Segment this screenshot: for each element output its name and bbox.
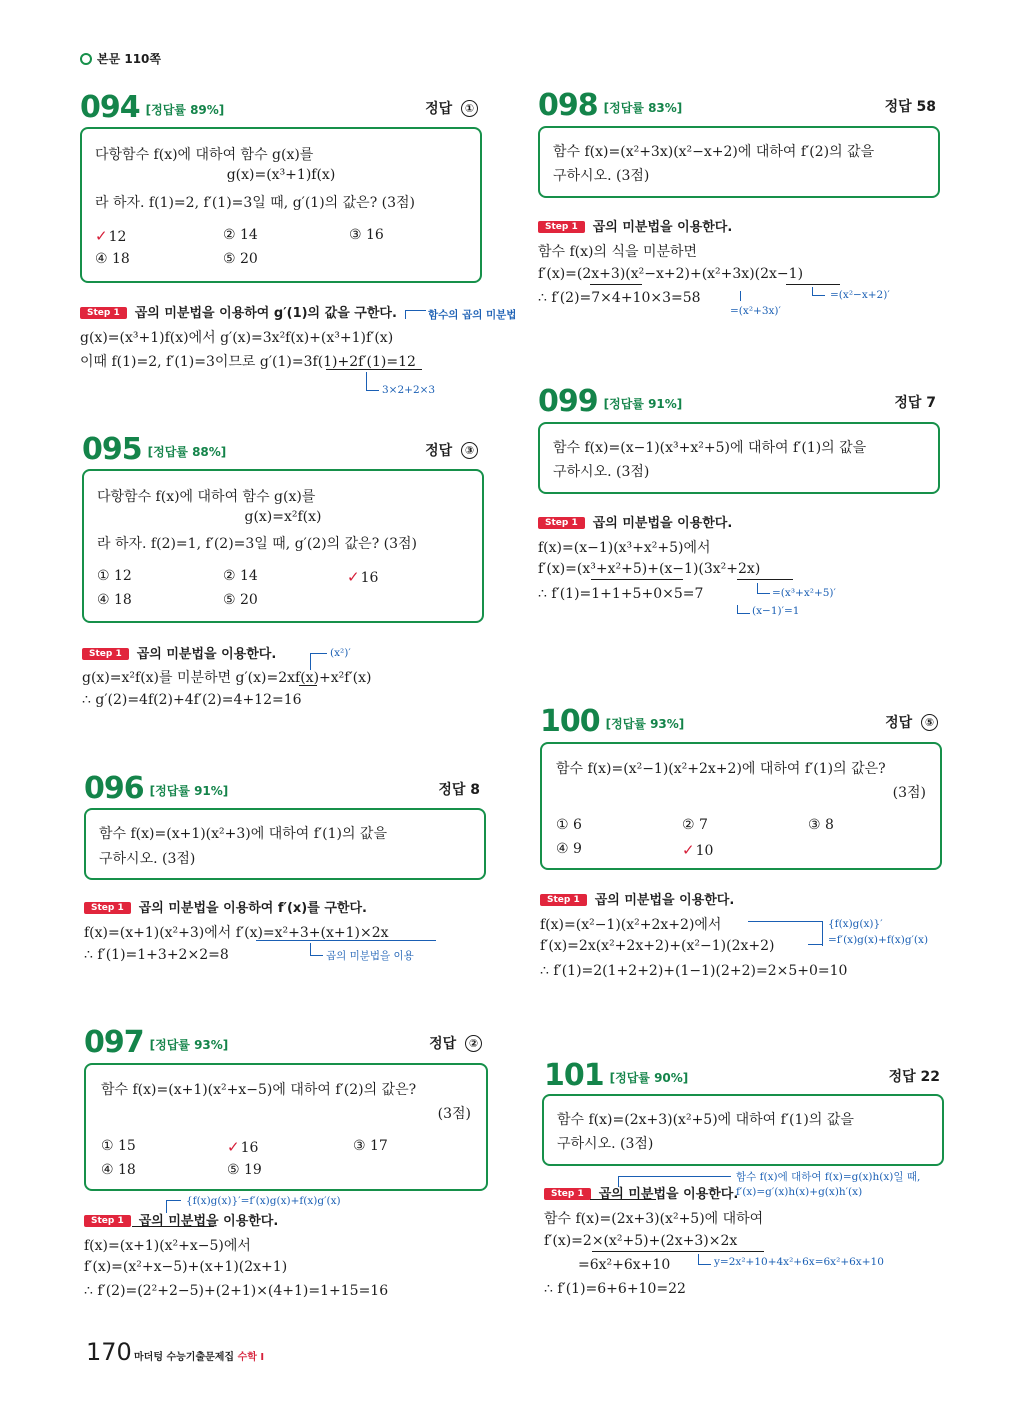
option-2-selected[interactable]: ✓16 (227, 1138, 259, 1156)
answer-value: 22 (920, 1069, 940, 1085)
annotation-note: =(x³+x²+5)′ (772, 587, 836, 599)
annotation-note: {f(x)g(x)}′ (828, 918, 883, 930)
problem-094-header (80, 90, 478, 126)
solution-line: g(x)=(x³+1)f(x)에서 g′(x)=3x²f(x)+(x³+1)f′(x) (80, 330, 394, 346)
problem-094-box (80, 127, 482, 283)
check-mark-icon: ✓ (95, 227, 108, 245)
accuracy-rate: [정답률 83%] (603, 101, 683, 115)
answer: 정답 22 (888, 1069, 940, 1085)
underline (592, 1251, 764, 1252)
underline (591, 579, 683, 580)
question-line: 구하시오. (3점) (553, 168, 650, 184)
solution-step: Step 1 곱의 미분법을 이용하여 g′(1)의 값을 구한다. (80, 302, 397, 321)
annotation-arrow (698, 1254, 711, 1265)
answer: 정답 ① (425, 98, 478, 118)
solution-line: ∴ f′(2)=7×4+10×3=58 (538, 290, 701, 306)
underline (737, 579, 793, 580)
annotation-note: (x−1)′=1 (752, 605, 800, 617)
problem-101-header (544, 1058, 940, 1094)
question-formula: g(x)=(x³+1)f(x) (226, 167, 336, 183)
solution-step: Step 1 곱의 미분법을 이용한다. (538, 216, 732, 235)
question-line: 구하시오. (3점) (553, 464, 650, 480)
problem-number: 098 (538, 88, 598, 123)
question-points: (3점) (892, 785, 926, 801)
problem-097-box (84, 1063, 488, 1191)
option-4[interactable]: ④ 18 (95, 251, 130, 267)
solution-step: Step 1 곱의 미분법을 이용한다. (544, 1183, 738, 1202)
option-5[interactable]: ⑤ 20 (223, 251, 258, 267)
problem-099-box (538, 422, 940, 494)
problem-097-header (84, 1025, 482, 1061)
option-5[interactable]: ⑤ 20 (223, 592, 258, 608)
question-line: 함수 f(x)=(x+1)(x²+3)에 대하여 f′(1)의 값을 (99, 826, 387, 842)
problem-096-header (84, 771, 480, 807)
solution-line: f′(x)=(x³+x²+5)+(x−1)(3x²+2x) (538, 561, 761, 577)
answer: 정답 ⑤ (885, 712, 938, 732)
question-line: 다항함수 f(x)에 대하여 함수 g(x)를 (97, 489, 316, 505)
solution-line: 이때 f(1)=2, f′(1)=3이므로 g′(1)=3f(1)+2f′(1)=12 (80, 354, 416, 370)
solution-line: 함수 f(x)=(2x+3)(x²+5)에 대하여 (544, 1211, 764, 1227)
option-1[interactable]: ① 12 (97, 568, 132, 584)
check-mark-icon: ✓ (682, 841, 695, 859)
solution-line: ∴ f′(1)=6+6+10=22 (544, 1281, 686, 1297)
annotation-note: =f′(x)g(x)+f(x)g′(x) (828, 934, 929, 946)
check-mark-icon: ✓ (227, 1138, 240, 1156)
problem-number: 096 (84, 771, 144, 806)
solution-line: f′(x)=2×(x²+5)+(2x+3)×2x (544, 1233, 738, 1249)
option-5[interactable]: ⑤ 19 (227, 1162, 262, 1178)
answer: 정답 8 (438, 782, 480, 798)
question-line: 구하시오. (3점) (557, 1136, 654, 1152)
solution-line: f′(x)=2x(x²+2x+2)+(x²−1)(2x+2) (540, 938, 775, 954)
answer-value: ⑤ (921, 714, 938, 731)
accuracy-rate: [정답률 91%] (149, 784, 229, 798)
option-4[interactable]: ④ 9 (556, 841, 582, 857)
question-line: 함수 f(x)=(x+1)(x²+x−5)에 대하여 f′(2)의 값은? (101, 1082, 417, 1098)
underline (590, 284, 642, 285)
problem-number: 099 (538, 384, 598, 419)
answer-value: 58 (916, 99, 936, 115)
solution-step: Step 1 곱의 미분법을 이용한다. (538, 512, 732, 531)
page-reference-text: 본문 110쪽 (97, 52, 162, 66)
answer: 정답 ② (429, 1033, 482, 1053)
option-3[interactable]: ③ 17 (353, 1138, 388, 1154)
annotation-note: (x²)′ (330, 647, 351, 659)
option-3[interactable]: ③ 16 (349, 227, 384, 243)
option-2[interactable]: ② 14 (223, 568, 258, 584)
problem-number: 100 (540, 704, 600, 739)
annotation-note: f′(x)=g′(x)h(x)+g(x)h′(x) (736, 1186, 863, 1198)
annotation-note: y=2x²+10+4x²+6x=6x²+6x+10 (714, 1256, 884, 1268)
problem-098-box (538, 126, 940, 198)
option-4[interactable]: ④ 18 (97, 592, 132, 608)
solution-step: Step 1 곱의 미분법을 이용한다. (540, 889, 734, 908)
annotation-arrow (808, 944, 822, 945)
annotation-arrow (366, 372, 379, 391)
question-line: 함수 f(x)=(x−1)(x³+x²+5)에 대하여 f′(1)의 값을 (553, 440, 867, 456)
solution-step: Step 1 곱의 미분법을 이용하여 f′(x)를 구한다. (84, 897, 367, 916)
problem-number: 101 (544, 1058, 604, 1093)
solution-line: f(x)=(x+1)(x²+3)에서 f′(x)=x²+3+(x+1)×2x (84, 925, 389, 941)
solution-line: f′(x)=(2x+3)(x²−x+2)+(x²+3x)(2x−1) (538, 266, 804, 282)
option-2[interactable]: ② 14 (223, 227, 258, 243)
underline (786, 284, 840, 285)
option-4[interactable]: ④ 18 (101, 1162, 136, 1178)
option-1-selected[interactable]: ✓12 (95, 227, 127, 245)
page-number: 170 (86, 1338, 132, 1366)
accuracy-rate: [정답률 89%] (145, 103, 225, 117)
problem-100-box (540, 742, 942, 870)
problem-096-box (84, 808, 486, 880)
solution-line: f(x)=(x−1)(x³+x²+5)에서 (538, 540, 711, 556)
annotation-note: {f(x)g(x)}′=f′(x)g(x)+f(x)g′(x) (186, 1195, 341, 1207)
answer-value: ① (461, 100, 478, 117)
option-5-selected[interactable]: ✓10 (682, 841, 714, 859)
problem-095-header (82, 432, 478, 468)
answer-value: ② (465, 1035, 482, 1052)
annotation-arrow (310, 943, 323, 956)
check-mark-icon: ✓ (347, 568, 360, 586)
option-2[interactable]: ② 7 (682, 817, 708, 833)
question-line: 함수 f(x)=(x²−1)(x²+2x+2)에 대하여 f′(1)의 값은? (556, 761, 886, 777)
problem-number: 095 (82, 432, 142, 467)
solution-line: f(x)=(x²−1)(x²+2x+2)에서 (540, 917, 722, 933)
problem-099-header (538, 384, 936, 420)
accuracy-rate: [정답률 88%] (147, 445, 227, 459)
problem-101-box (542, 1094, 944, 1166)
annotation-note: =(x²−x+2)′ (830, 289, 890, 301)
underline (590, 1199, 656, 1200)
answer: 정답 7 (894, 395, 936, 411)
answer: 정답 ③ (425, 440, 478, 460)
question-line: 함수 f(x)=(x²+3x)(x²−x+2)에 대하여 f′(2)의 값을 (553, 144, 875, 160)
answer-value: 8 (470, 782, 480, 798)
accuracy-rate: [정답률 93%] (149, 1038, 229, 1052)
option-1[interactable]: ① 15 (101, 1138, 136, 1154)
question-formula: g(x)=x²f(x) (244, 509, 322, 525)
solution-line: ∴ f′(1)=1+3+2×2=8 (84, 947, 229, 963)
solution-line: 함수 f(x)의 식을 미분하면 (538, 244, 698, 260)
annotation-note: 곱의 미분법을 이용 (326, 950, 414, 962)
solution-line: ∴ f′(1)=2(1+2+2)+(1−1)(2+2)=2×5+0=10 (540, 963, 848, 979)
solution-line: ∴ g′(2)=4f(2)+4f′(2)=4+12=16 (82, 692, 302, 708)
question-line: 라 하자. f(1)=2, f′(1)=3일 때, g′(1)의 값은? (3점) (95, 195, 416, 211)
question-line: 함수 f(x)=(2x+3)(x²+5)에 대하여 f′(1)의 값을 (557, 1112, 854, 1128)
annotation-note: 함수 f(x)에 대하여 f(x)=g(x)h(x)일 때, (736, 1171, 921, 1183)
annotation-arrow (812, 287, 825, 296)
problem-number: 097 (84, 1025, 144, 1060)
solution-line: f(x)=(x+1)(x²+x−5)에서 (84, 1238, 251, 1254)
question-line: 다항함수 f(x)에 대하여 함수 g(x)를 (95, 147, 314, 163)
circle-bullet-icon (80, 53, 92, 65)
option-1[interactable]: ① 6 (556, 817, 582, 833)
annotation-arrow (405, 310, 426, 319)
underline (326, 369, 422, 370)
problem-098-header (538, 88, 936, 124)
solution-line: g(x)=x²f(x)를 미분하면 g′(x)=2xf(x)+x²f′(x) (82, 670, 372, 686)
book-title: 마더텅 수능기출문제집 수학 Ⅰ (134, 1352, 265, 1363)
subject-label: 수학 Ⅰ (237, 1352, 265, 1363)
underline (299, 685, 317, 686)
question-points: (3점) (437, 1106, 471, 1122)
annotation-arrow (757, 583, 770, 594)
annotation-note: =(x²+3x)′ (730, 305, 781, 317)
accuracy-rate: [정답률 90%] (609, 1071, 689, 1085)
accuracy-rate: [정답률 93%] (605, 717, 685, 731)
solution-step: Step 1 곱의 미분법을 이용한다. (84, 1210, 278, 1229)
annotation-note: 함수의 곱의 미분법 (428, 309, 517, 321)
solution-line: ∴ f′(1)=1+1+5+0×5=7 (538, 586, 704, 602)
option-3-selected[interactable]: ✓16 (347, 568, 379, 586)
option-3[interactable]: ③ 8 (808, 817, 834, 833)
solution-line: ∴ f′(2)=(2²+2−5)+(2+1)×(4+1)=1+15=16 (84, 1283, 389, 1299)
annotation-arrow (740, 291, 741, 301)
underline (256, 940, 436, 941)
solution-line: f′(x)=(x²+x−5)+(x+1)(2x+1) (84, 1259, 288, 1275)
problem-number: 094 (80, 90, 140, 125)
annotation-arrow (737, 605, 750, 614)
answer-value: ③ (461, 442, 478, 459)
solution-step: Step 1 곱의 미분법을 이용한다. (82, 643, 276, 662)
page-reference (80, 50, 161, 67)
answer-value: 7 (926, 395, 936, 411)
answer: 정답 58 (884, 99, 936, 115)
underline (132, 1226, 214, 1227)
question-line: 라 하자. f(2)=1, f′(2)=3일 때, g′(2)의 값은? (3점) (97, 536, 418, 552)
annotation-note: 3×2+2×3 (382, 384, 436, 396)
solution-line: =6x²+6x+10 (578, 1257, 671, 1273)
question-line: 구하시오. (3점) (99, 851, 196, 867)
problem-100-header (540, 704, 938, 740)
accuracy-rate: [정답률 91%] (603, 397, 683, 411)
problem-095-box (82, 469, 484, 623)
